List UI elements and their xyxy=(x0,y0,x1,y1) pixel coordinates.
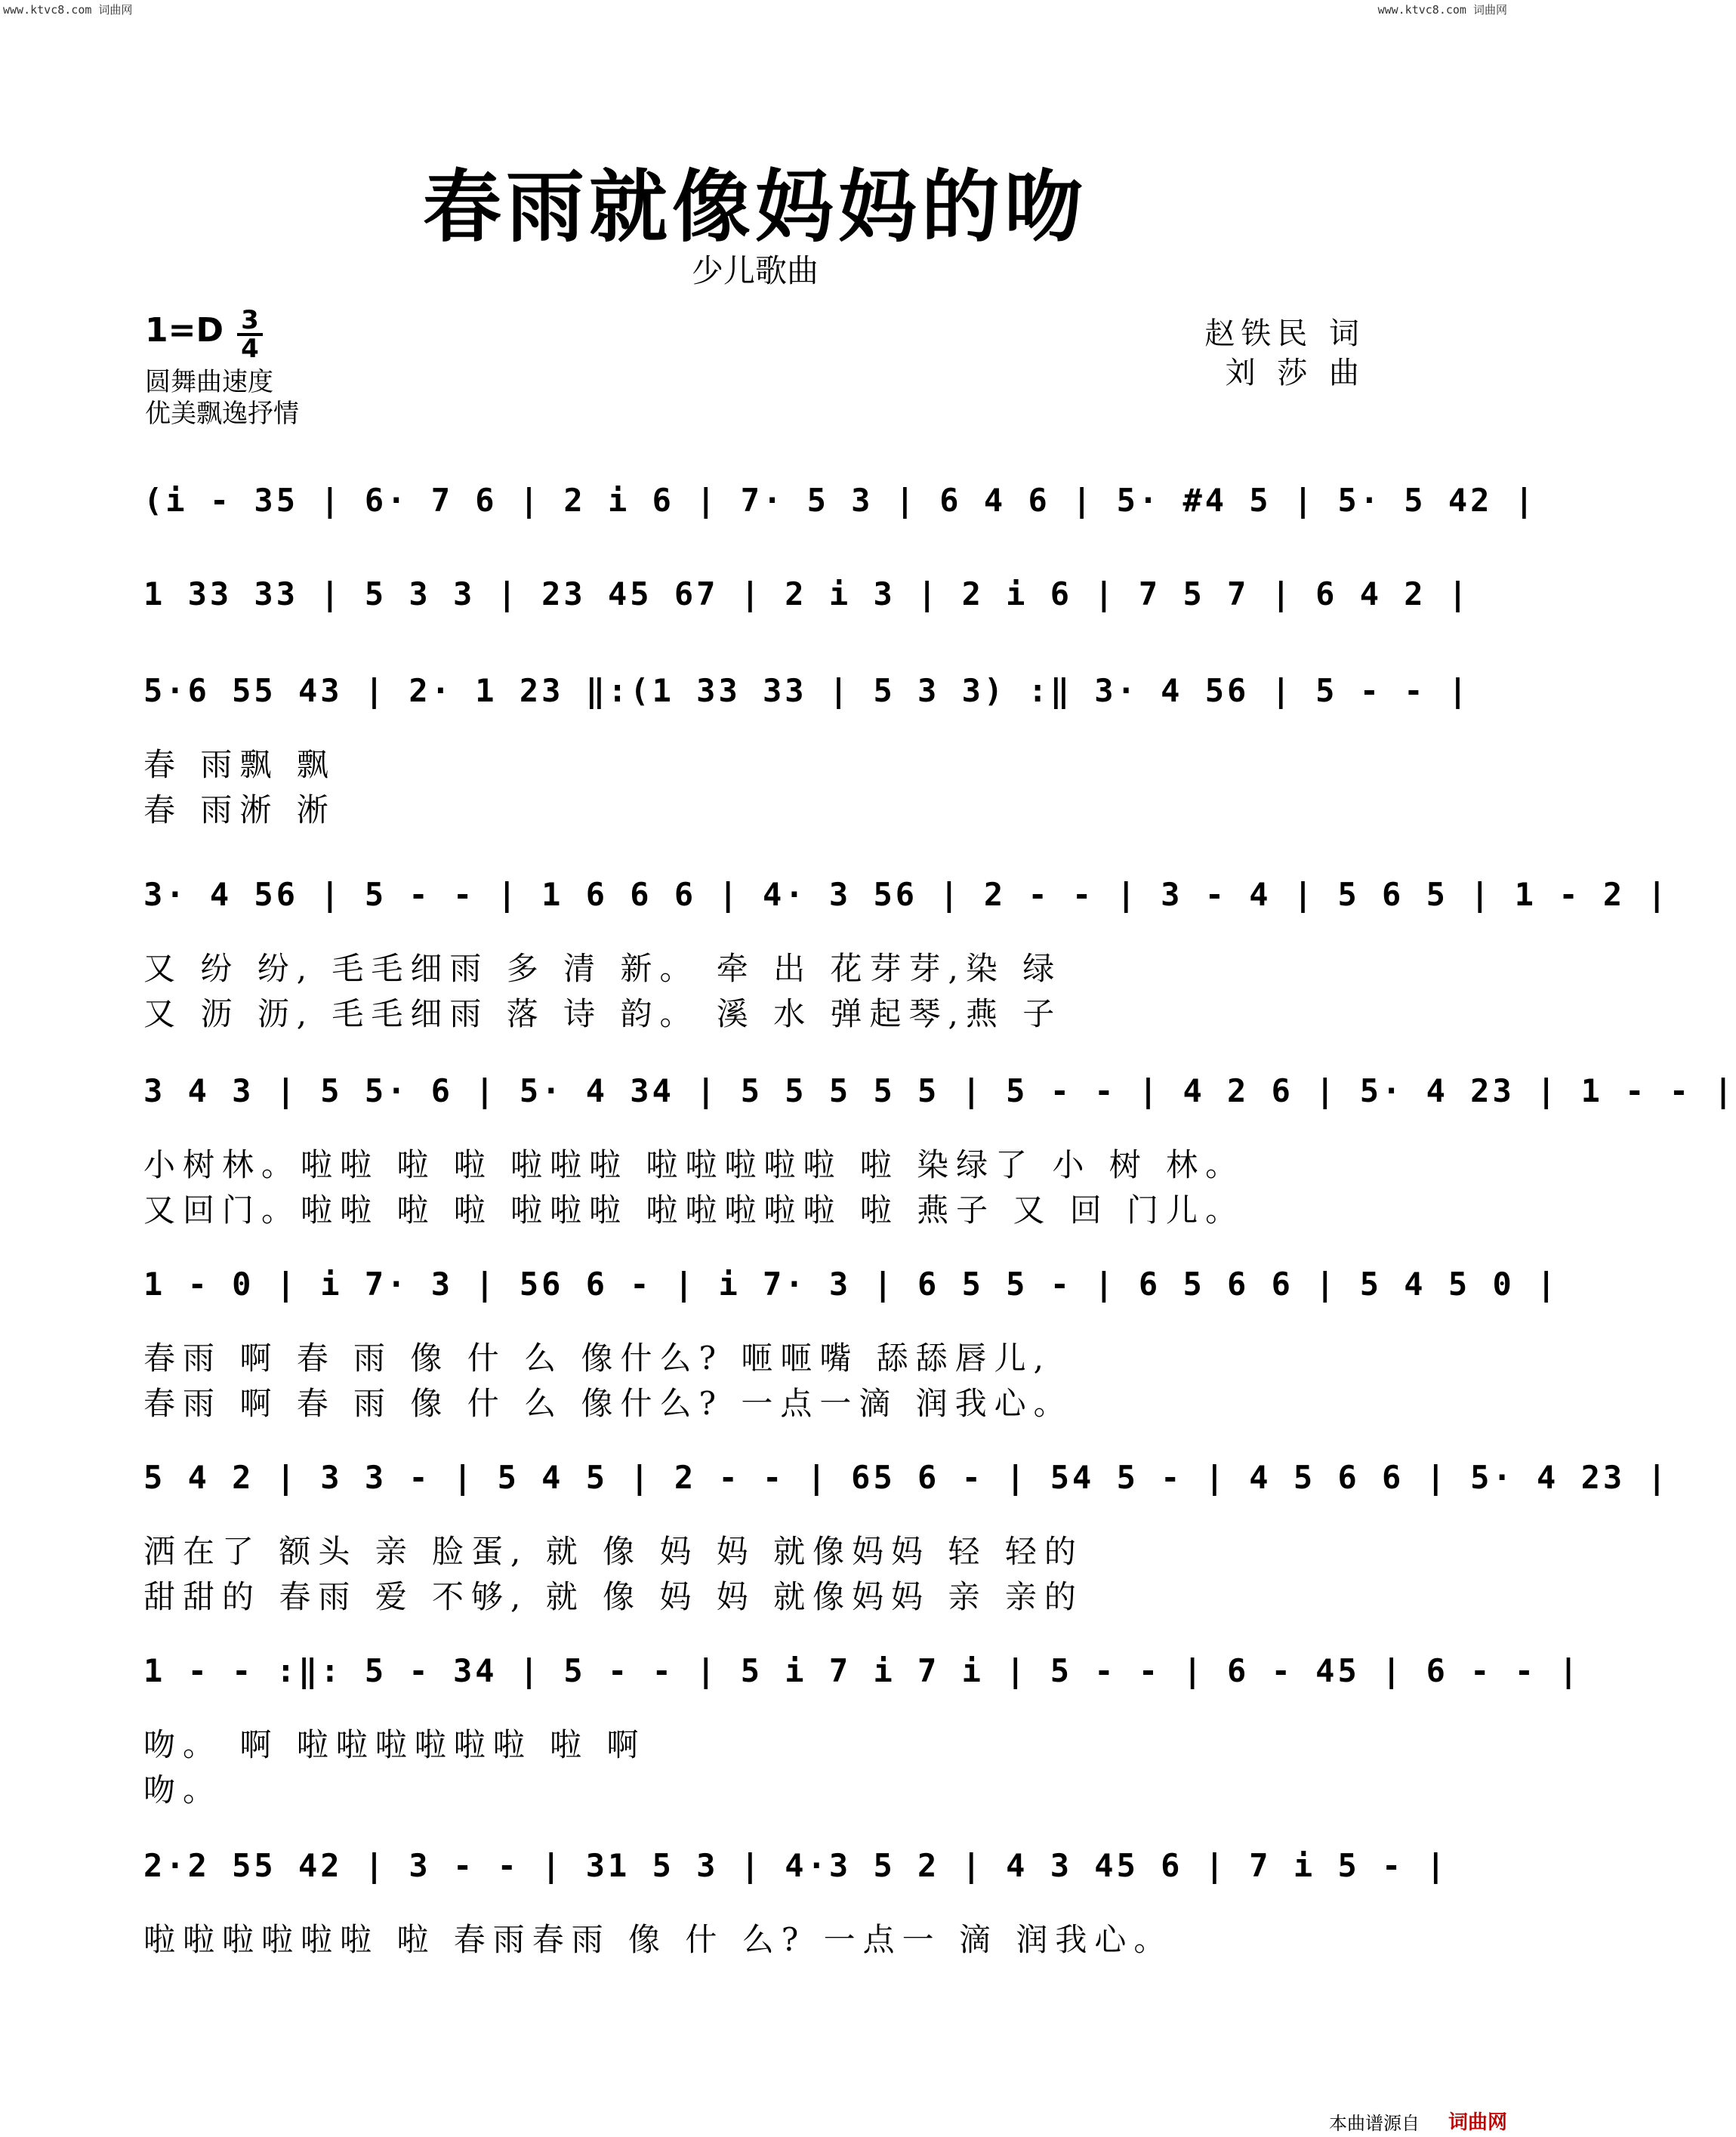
lyric-line-8-2: 吻。 xyxy=(143,1772,223,1809)
source-note: 本曲谱源自 xyxy=(1329,2113,1420,2134)
key-signature: 1=D xyxy=(145,311,224,350)
lyric-line-7-2: 甜甜的 春雨 爱 不够, 就 像 妈 妈 就像妈妈 亲 亲的 xyxy=(143,1578,1084,1615)
time-signature-top: 3 xyxy=(241,305,259,335)
site-logo: 词曲网 xyxy=(1448,2111,1507,2134)
score-line-notes: 1 - 0 | i 7· 3 | 56 6 - | i 7· 3 | 6 5 5 - | 6 5 6 6 | 5 4 5 0 | xyxy=(143,1266,1559,1303)
score-line-notes: (i - 35 | 6· 7 6 | 2 i 6 | 7· 5 3 | 6 4 6 | 5· #4 5 | 5· 5 42 | xyxy=(143,482,1537,519)
lyric-line-4-2: 又 沥 沥, 毛毛细雨 落 诗 韵。 溪 水 弹起琴,燕 子 xyxy=(143,995,1062,1032)
lyric-line-9-1: 啦啦啦啦啦啦 啦 春雨春雨 像 什 么? 一点一 滴 润我心。 xyxy=(143,1921,1173,1958)
time-signature xyxy=(237,305,263,364)
lyric-line-5-1: 小树林。啦啦 啦 啦 啦啦啦 啦啦啦啦啦 啦 染绿了 小 树 林。 xyxy=(143,1146,1245,1183)
lyric-line-4-1: 又 纷 纷, 毛毛细雨 多 清 新。 牵 出 花芽芽,染 绿 xyxy=(143,950,1062,987)
score-line-notes: 2·2 55 42 | 3 - - | 31 5 3 | 4·3 5 2 | 4 3 45 6 | 7 i 5 - | xyxy=(143,1847,1448,1884)
song-title: 春雨就像妈妈的吻 xyxy=(422,160,1087,253)
lyric-line-6-1: 春雨 啊 春 雨 像 什 么 像什么? 咂咂嘴 舔舔唇儿, xyxy=(143,1340,1052,1377)
score-line-notes: 3· 4 56 | 5 - - | 1 6 6 6 | 4· 3 56 | 2 - - | 3 - 4 | 5 6 5 | 1 - 2 | xyxy=(143,876,1670,913)
score-line-notes: 1 33 33 | 5 3 3 | 23 45 67 | 2 i 3 | 2 i 6 | 7 5 7 | 6 4 2 | xyxy=(143,575,1471,612)
expression-marking: 优美飘逸抒情 xyxy=(145,399,299,429)
time-signature-bottom: 4 xyxy=(241,334,259,364)
lyricist-credit: 赵铁民 词 xyxy=(1204,316,1365,351)
lyric-line-5-2: 又回门。啦啦 啦 啦 啦啦啦 啦啦啦啦啦 啦 燕子 又 回 门儿。 xyxy=(143,1192,1245,1229)
lyric-line-8-1: 吻。 啊 啦啦啦啦啦啦 啦 啊 xyxy=(143,1726,646,1763)
composer-credit: 刘 莎 曲 xyxy=(1225,356,1365,390)
score-line-notes: 1 - - :‖: 5 - 34 | 5 - - | 5 i 7 i 7 i | 5 - - | 6 - 45 | 6 - - | xyxy=(143,1652,1581,1689)
score-line-4 xyxy=(143,876,1670,944)
score-line-5 xyxy=(143,1072,1736,1140)
lyric-line-6-2: 春雨 啊 春 雨 像 什 么 像什么? 一点一滴 润我心。 xyxy=(143,1385,1073,1422)
score-line-8 xyxy=(143,1652,1581,1720)
watermark-right: www.ktvc8.com 词曲网 xyxy=(1377,3,1507,17)
score-line-notes: 3 4 3 | 5 5· 6 | 5· 4 34 | 5 5 5 5 5 | 5 - - | 4 2 6 | 5· 4 23 | 1 - - | xyxy=(143,1072,1736,1109)
score-line-7 xyxy=(143,1459,1670,1527)
watermark-left: www.ktvc8.com 词曲网 xyxy=(3,3,133,17)
score-line-2 xyxy=(143,575,1471,643)
song-subtitle: 少儿歌曲 xyxy=(691,252,819,289)
lyric-line-3-1: 春 雨飘 飘 xyxy=(143,746,336,783)
score-line-1 xyxy=(143,482,1537,550)
score-line-6 xyxy=(143,1266,1559,1334)
lyric-line-3-2: 春 雨淅 淅 xyxy=(143,791,336,828)
score-line-3 xyxy=(143,672,1471,740)
score-line-notes: 5 4 2 | 3 3 - | 5 4 5 | 2 - - | 65 6 - | 54 5 - | 4 5 6 6 | 5· 4 23 | xyxy=(143,1459,1670,1496)
score-line-notes: 5·6 55 43 | 2· 1 23 ‖:(1 33 33 | 5 3 3) :‖ 3· 4 56 | 5 - - | xyxy=(143,672,1471,709)
tempo-marking: 圆舞曲速度 xyxy=(145,367,273,397)
lyric-line-7-1: 洒在了 额头 亲 脸蛋, 就 像 妈 妈 就像妈妈 轻 轻的 xyxy=(143,1533,1084,1570)
score-line-9 xyxy=(143,1847,1448,1915)
